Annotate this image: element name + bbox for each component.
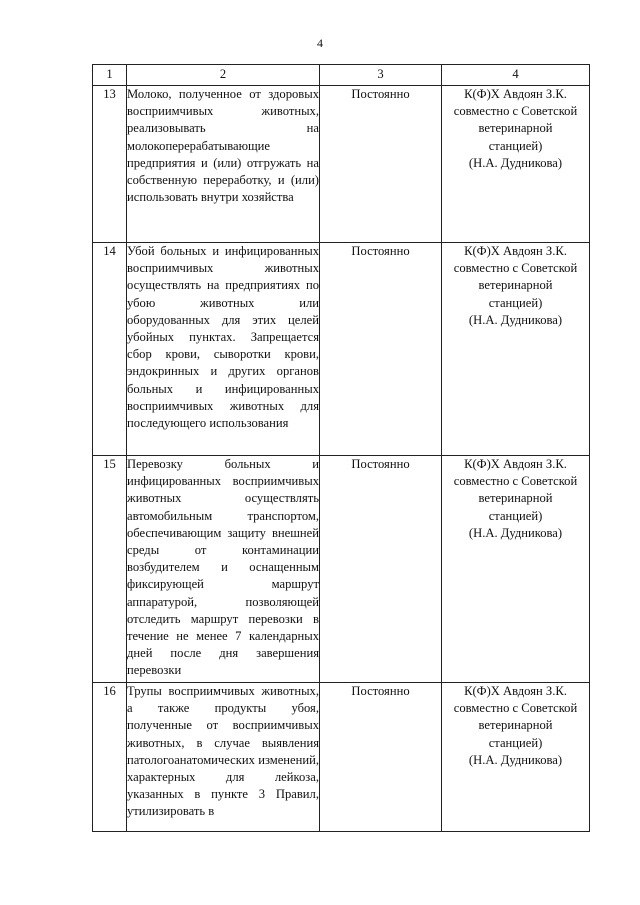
table-header-row <box>93 65 590 86</box>
measures-table <box>92 64 590 832</box>
responsible-line: совместно с Советской <box>453 104 578 119</box>
responsible-line: станцией) <box>488 138 543 153</box>
responsible-line: (Н.А. Дудникова) <box>468 752 563 767</box>
row-number: 13 <box>93 86 127 243</box>
responsible-line: ветеринарной <box>478 278 553 293</box>
responsible-line: К(Ф)Х Авдоян З.К. <box>464 87 567 101</box>
responsible-line: ветеринарной <box>478 718 553 733</box>
period-cell: Постоянно <box>320 683 442 832</box>
responsible-line: К(Ф)Х Авдоян З.К. <box>464 457 567 471</box>
measure-text: Трупы восприимчивых животных, а также продукты убоя, полученные от восприимчивых животных, в случае выявления патологоанатомических изменений, характерных для лейкоза, указанных в пункте 3 Правил, утилизировать в <box>127 683 320 832</box>
header-col-4: 4 <box>442 65 590 86</box>
responsible-line: ветеринарной <box>478 121 553 136</box>
responsible-cell <box>442 683 590 832</box>
responsible-cell <box>442 86 590 243</box>
responsible-line: К(Ф)Х Авдоян З.К. <box>464 684 567 698</box>
responsible-cell <box>442 456 590 683</box>
row-number: 16 <box>93 683 127 832</box>
table-row <box>93 243 590 456</box>
responsible-line: станцией) <box>488 295 543 310</box>
page-number: 4 <box>317 36 323 50</box>
header-col-2: 2 <box>127 65 320 86</box>
responsible-line: станцией) <box>488 508 543 523</box>
header-col-3: 3 <box>320 65 442 86</box>
measure-text: Перевозку больных и инфицированных восприимчивых животных осуществлять автомобильным транспортом, обеспечивающим защиту внешней среды от контаминации возбудителем и оснащенным фиксирующей маршрут аппаратурой, позволяющей отследить маршрут перевозки в течение не менее 7 календарных дней после дня завершения перевозки <box>127 456 320 683</box>
responsible-line: (Н.А. Дудникова) <box>468 155 563 170</box>
row-number: 15 <box>93 456 127 683</box>
row-number: 14 <box>93 243 127 456</box>
responsible-line: ветеринарной <box>478 491 553 506</box>
measure-text: Молоко, полученное от здоровых восприимчивых животных, реализовывать на молокоперерабатывающие предприятия и (или) отгружать на собственную переработку, и (или) использовать внутри хозяйства <box>127 86 320 243</box>
responsible-line: станцией) <box>488 735 543 750</box>
table-row <box>93 683 590 832</box>
table-row <box>93 86 590 243</box>
responsible-line: совместно с Советской <box>453 701 578 716</box>
table-row <box>93 456 590 683</box>
responsible-line: совместно с Советской <box>453 261 578 276</box>
period-cell: Постоянно <box>320 243 442 456</box>
header-col-1: 1 <box>93 65 127 86</box>
responsible-line: совместно с Советской <box>453 474 578 489</box>
responsible-line: К(Ф)Х Авдоян З.К. <box>464 244 567 258</box>
responsible-line: (Н.А. Дудникова) <box>468 525 563 540</box>
period-cell: Постоянно <box>320 456 442 683</box>
responsible-cell <box>442 243 590 456</box>
responsible-line: (Н.А. Дудникова) <box>468 312 563 327</box>
measure-text: Убой больных и инфицированных восприимчивых животных осуществлять на предприятиях по убою животных или оборудованных для этих целей убойных пунктах. Запрещается сбор крови, сыворотки крови, эндокринных и других органов больных и инфицированных восприимчивых животных для последующего использования <box>127 243 320 456</box>
period-cell: Постоянно <box>320 86 442 243</box>
